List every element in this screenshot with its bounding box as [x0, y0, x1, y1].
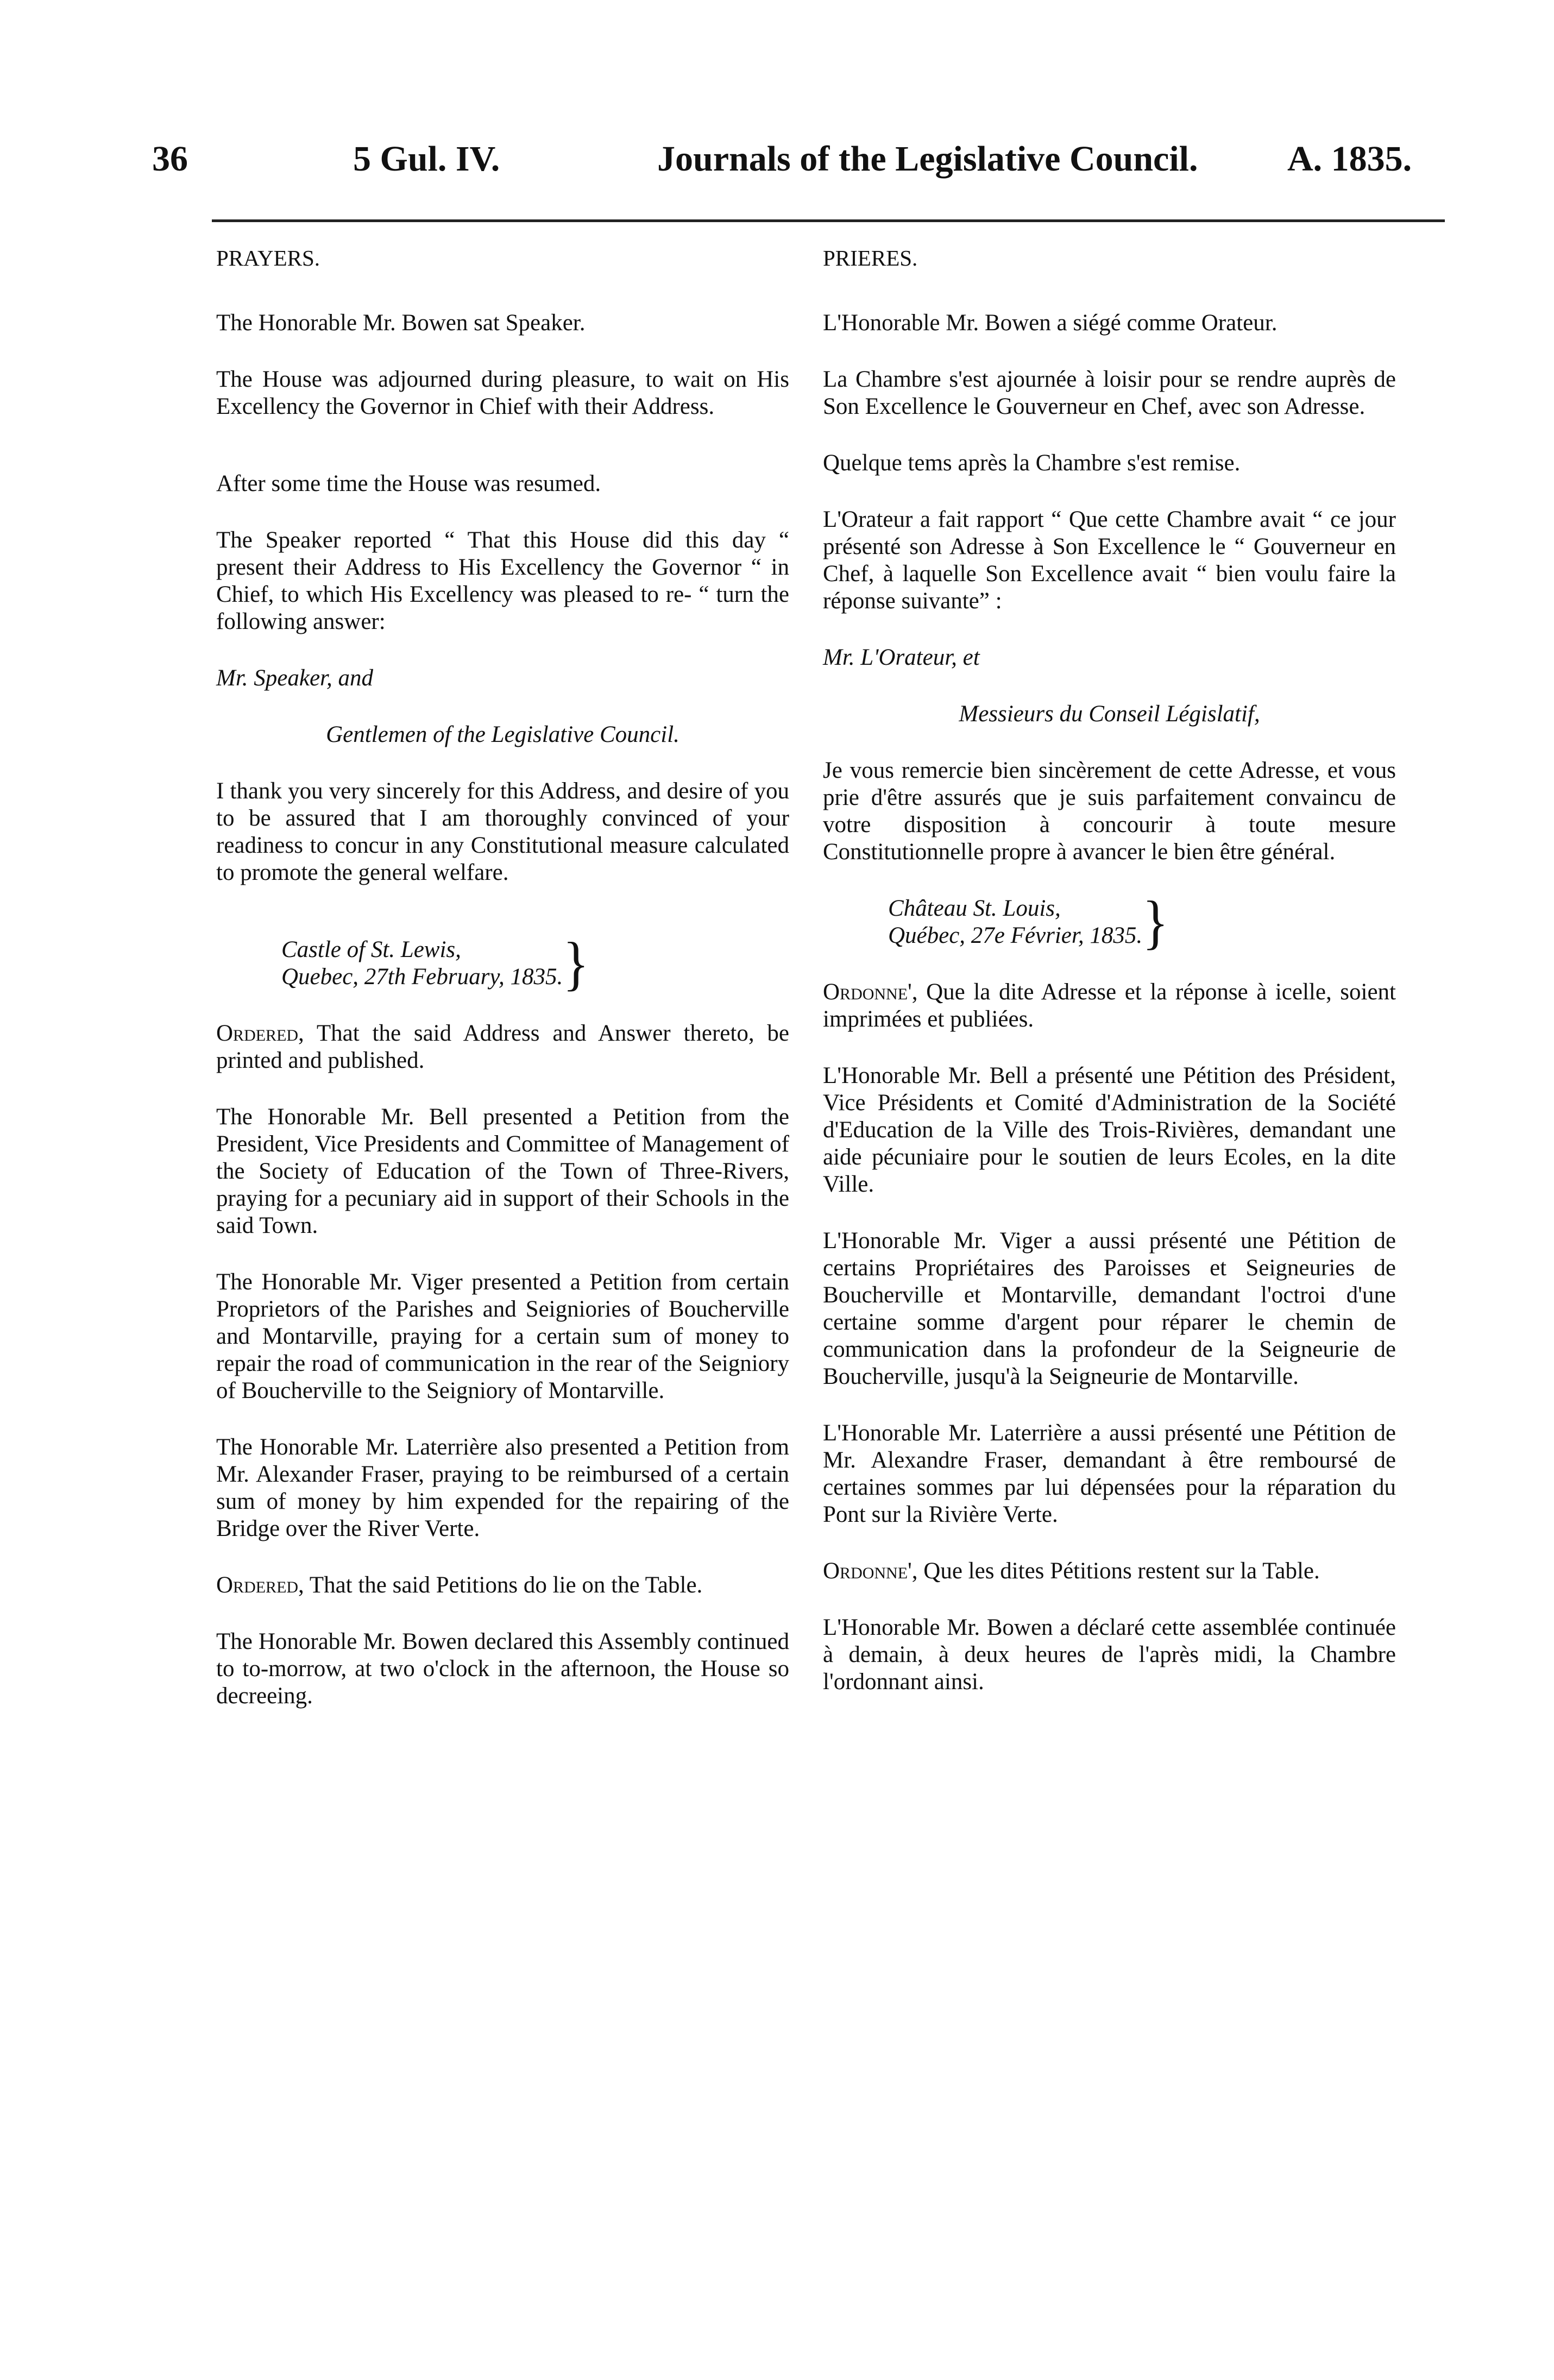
english-column	[216, 244, 789, 1710]
adjournment-paragraph: L'Honorable Mr. Bowen a déclaré cette assemblée continuée à demain, à deux heures de l'après midi, la Chambre l'ordonnant ainsi.	[823, 1615, 1396, 1695]
place-line: Château St. Louis,	[888, 896, 1061, 921]
page-number: 36	[152, 139, 188, 179]
place-date-block	[281, 930, 789, 997]
journal-title: Journals of the Legislative Council.	[657, 139, 1198, 179]
reponse-paragraph: Je vous remercie bien sincèrement de cette Adresse, et vous prie d'être assurés que je suis parfaitement convaincu de votre disposition à concourir à toute mesure Constitutionnelle propre à avancer le bien être général.	[823, 758, 1396, 865]
prieres-heading: PRIERES.	[823, 245, 918, 270]
date-line: Quebec, 27th February, 1835.	[281, 964, 563, 990]
bell-petition-paragraph: L'Honorable Mr. Bell a présenté une Pétition des Président, Vice Présidents et Comité d'Administration de la Société d'Education de la Ville des Trois-Rivières, demandant une aide pécuniaire pour le soutien de leurs Ecoles, en la dite Ville.	[823, 1063, 1396, 1197]
salutation-line-2: Messieurs du Conseil Législatif,	[959, 701, 1260, 727]
answer-paragraph: I thank you very sincerely for this Address, and desire of you to be assured that I am thoroughly convinced of your readiness to concur in any Constitutional measure calculated to promote the general welfare.	[216, 778, 789, 885]
ordered-lead: Ordered,	[216, 1572, 304, 1598]
orateur-paragraph: L'Honorable Mr. Bowen a siégé comme Orateur.	[823, 310, 1278, 336]
salutation-line-1: Mr. Speaker, and	[216, 665, 374, 691]
salutation-line-1: Mr. L'Orateur, et	[823, 645, 980, 670]
resumed-paragraph: After some time the House was resumed.	[216, 471, 601, 496]
header-rule	[212, 219, 1445, 222]
brace-icon: }	[1142, 889, 1169, 955]
adjourned-paragraph: The House was adjourned during pleasure, to wait on His Excellency the Governor in Chief with their Address.	[216, 367, 789, 419]
adjournment-paragraph: The Honorable Mr. Bowen declared this Assembly continued to to-morrow, at two o'clock in the afternoon, the House so decreeing.	[216, 1629, 789, 1709]
ordonne-lead: Ordonne',	[823, 979, 918, 1005]
rapport-paragraph: L'Orateur a fait rapport “ Que cette Chambre avait “ ce jour présenté son Adresse à Son Excellence le “ Gouverneur en Chef, à laquelle Son Excellence avait “ bien voulu faire la réponse suivante” :	[823, 507, 1396, 614]
place-line: Castle of St. Lewis,	[281, 937, 461, 962]
remise-paragraph: Quelque tems après la Chambre s'est remise.	[823, 450, 1241, 476]
speaker-report-paragraph: The Speaker reported “ That this House did this day “ present their Address to His Excellency the Governor “ in Chief, to which His Excellency was pleased to re- “ turn the following answer:	[216, 527, 789, 634]
french-column	[823, 244, 1396, 1696]
place-date-block	[888, 889, 1396, 955]
laterriere-petition-paragraph: L'Honorable Mr. Laterrière a aussi présenté une Pétition de Mr. Alexandre Fraser, demandant à être remboursé de certaines sommes par lui dépensées pour la réparation du Pont sur la Rivière Verte.	[823, 1420, 1396, 1527]
viger-petition-paragraph: L'Honorable Mr. Viger a aussi présenté une Pétition de certains Propriétaires des Paroisses et Seigneuries de Boucherville et Montarville, demandant l'octroi d'une certaine somme d'argent pour réparer le chemin de communication dans la profondeur de la Seigneurie de Boucherville, jusqu'à la Seigneurie de Montarville.	[823, 1228, 1396, 1389]
ordonne-paragraph-2: Ordonne', Que les dites Pétitions restent sur la Table.	[823, 1558, 1320, 1584]
running-header	[152, 138, 1445, 198]
ordered-paragraph-1: Ordered, That the said Address and Answer thereto, be printed and published.	[216, 1021, 789, 1073]
bell-petition-paragraph: The Honorable Mr. Bell presented a Petition from the President, Vice Presidents and Committee of Management of the Society of Education of the Town of Three-Rivers, praying for a pecuniary aid in support of their Schools in the said Town.	[216, 1104, 789, 1238]
ordonne-paragraph-1: Ordonne', Que la dite Adresse et la réponse à icelle, soient imprimées et publiées.	[823, 979, 1396, 1032]
prayers-heading: PRAYERS.	[216, 245, 320, 270]
laterriere-petition-paragraph: The Honorable Mr. Laterrière also presented a Petition from Mr. Alexander Fraser, praying to be reimbursed of a certain sum of money by him expended for the repairing of the Bridge over the River Verte.	[216, 1434, 789, 1541]
date-line: Québec, 27e Février, 1835.	[888, 923, 1143, 948]
ajournee-paragraph: La Chambre s'est ajournée à loisir pour se rendre auprès de Son Excellence le Gouverneur en Chef, avec son Adresse.	[823, 367, 1396, 419]
ordonne-lead: Ordonne',	[823, 1558, 918, 1584]
speaker-paragraph: The Honorable Mr. Bowen sat Speaker.	[216, 310, 586, 336]
viger-petition-paragraph: The Honorable Mr. Viger presented a Petition from certain Proprietors of the Parishes and Seigniories of Boucherville and Montarville, praying for a certain sum of money to repair the road of communication in the rear of the Seigniory of Boucherville to the Seigniory of Montarville.	[216, 1269, 789, 1403]
ordered-paragraph-2: Ordered, That the said Petitions do lie on the Table.	[216, 1572, 703, 1598]
salutation-line-2: Gentlemen of the Legislative Council.	[326, 722, 680, 747]
regnal-year: 5 Gul. IV.	[353, 139, 500, 179]
year: A. 1835.	[1287, 139, 1412, 179]
brace-icon: }	[563, 930, 589, 997]
ordered-lead: Ordered,	[216, 1021, 304, 1046]
